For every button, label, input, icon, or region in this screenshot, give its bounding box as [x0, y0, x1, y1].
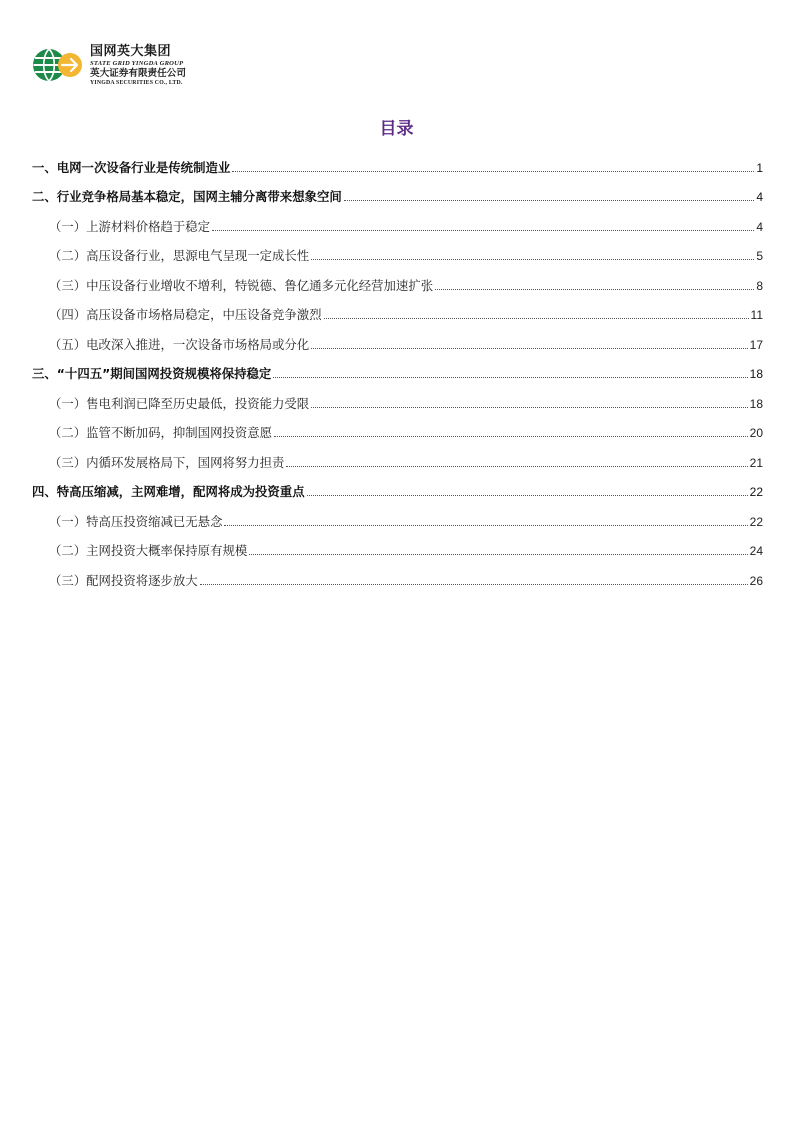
toc-entry-title: （三）内循环发展格局下，国网将努力担责 — [49, 454, 285, 470]
toc-entry-title: 一、电网一次设备行业是传统制造业 — [32, 159, 231, 175]
toc-dot-leader — [311, 348, 747, 349]
toc-title: 目录 — [379, 119, 414, 139]
toc-dot-leader — [286, 466, 747, 467]
toc-entry-title: （四）高压设备市场格局稳定，中压设备竞争激烈 — [49, 307, 322, 322]
toc-section-entry[interactable] — [32, 382, 763, 412]
toc-entry-title: （一）上游材料价格趋于稳定 — [49, 218, 211, 234]
toc-page-number: 22 — [749, 485, 763, 499]
toc-page-number: 11 — [750, 308, 763, 322]
toc-section-entry[interactable] — [32, 412, 763, 442]
toc-dot-leader — [311, 407, 747, 408]
group-name-cn: 国网英大集团 — [90, 44, 172, 59]
toc-dot-leader — [249, 554, 747, 555]
toc-dot-leader — [212, 230, 754, 231]
toc-chapter-entry[interactable] — [32, 176, 763, 206]
toc-page-number: 22 — [749, 514, 763, 529]
toc-entry-title: 四、特高压缩减，主网难增，配网将成为投资重点 — [32, 484, 305, 499]
toc-section-entry[interactable] — [32, 500, 763, 530]
company-header — [32, 44, 186, 92]
toc-entry-title: （一）特高压投资缩减已无悬念 — [49, 513, 223, 529]
toc-dot-leader — [307, 495, 748, 496]
toc-dot-leader — [311, 259, 754, 260]
toc-dot-leader — [224, 525, 747, 526]
toc-page-number: 18 — [749, 367, 763, 381]
toc-page-number: 4 — [756, 219, 763, 234]
toc-dot-leader — [274, 436, 748, 437]
toc-entry-title: （三）中压设备行业增收不增利，特锐德、鲁亿通多元化经营加速扩张 — [49, 277, 434, 293]
state-grid-yingda-logo-icon — [32, 46, 84, 84]
toc-chapter-entry[interactable] — [32, 353, 763, 383]
toc-entry-title: （二）监管不断加码，抑制国网投资意愿 — [49, 425, 273, 440]
group-name-en: STATE GRID YINGDA GROUP — [90, 60, 184, 67]
toc-dot-leader — [435, 289, 754, 290]
toc-page-number: 24 — [749, 544, 763, 558]
toc-page-number: 17 — [749, 337, 763, 352]
toc-page-number: 1 — [756, 160, 763, 175]
toc-page-number: 21 — [749, 455, 763, 470]
toc-dot-leader — [344, 200, 755, 201]
toc-entry-title: （三）配网投资将逐步放大 — [49, 572, 198, 588]
toc-page-number: 18 — [749, 396, 763, 411]
toc-page-number: 4 — [756, 190, 763, 204]
toc-dot-leader — [324, 318, 749, 319]
toc-entry-title: 三、“十四五”期间国网投资规模将保持稳定 — [32, 366, 272, 381]
company-name-block — [90, 44, 186, 87]
toc-section-entry[interactable] — [32, 441, 763, 471]
toc-entry-title: 二、行业竞争格局基本稳定，国网主辅分离带来想象空间 — [32, 189, 342, 204]
toc-page-number: 26 — [749, 573, 763, 588]
toc-dot-leader — [273, 377, 747, 378]
securities-name-cn: 英大证券有限责任公司 — [90, 68, 186, 79]
toc-chapter-entry[interactable] — [32, 471, 763, 501]
toc-section-entry[interactable] — [32, 264, 763, 294]
toc-entry-title: （一）售电利润已降至历史最低，投资能力受限 — [49, 395, 310, 411]
toc-section-entry[interactable] — [32, 294, 763, 324]
toc-dot-leader — [232, 171, 754, 172]
toc-page-number: 5 — [756, 249, 763, 263]
toc-section-entry[interactable] — [32, 205, 763, 235]
toc-dot-leader — [200, 584, 748, 585]
toc-entry-title: （五）电改深入推进，一次设备市场格局或分化 — [49, 336, 310, 352]
toc-page-number: 20 — [749, 426, 763, 440]
toc-entry-title: （二）高压设备行业，思源电气呈现一定成长性 — [49, 248, 310, 263]
table-of-contents — [32, 146, 763, 589]
toc-chapter-entry[interactable] — [32, 146, 763, 176]
toc-section-entry[interactable] — [32, 235, 763, 265]
toc-entry-title: （二）主网投资大概率保持原有规模 — [49, 543, 248, 558]
securities-name-en: YINGDA SECURITIES CO., LTD. — [90, 80, 183, 86]
toc-section-entry[interactable] — [32, 559, 763, 589]
toc-page-number: 8 — [756, 278, 763, 293]
toc-section-entry[interactable] — [32, 323, 763, 353]
toc-section-entry[interactable] — [32, 530, 763, 560]
